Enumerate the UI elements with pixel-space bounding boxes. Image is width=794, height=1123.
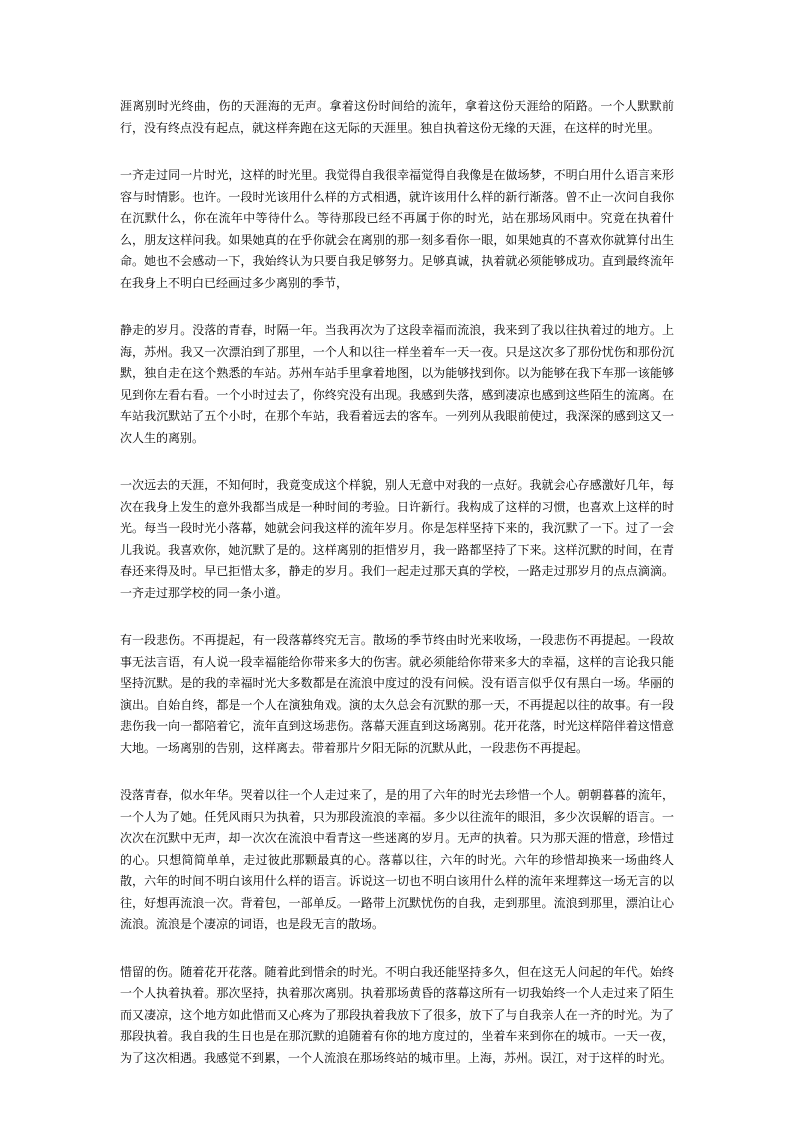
paragraph: 一齐走过同一片时光，这样的时光里。我觉得自我很幸福觉得自我像是在做场梦，不明白用什么语言来形容与时情影。也许。一段时光该用什么样的方式相遇，就许该用什么样的新行渐落。曾不止一次问自我你在沉默什么，你在流年中等待什么。等待那段已经不再属于你的时光，站在那场风雨中。究竟在执着什么，朋友这样问我。如果她真的在乎你就会在离别的那一刻多看你一眼，如果她真的不喜欢你就算付出生命。她也不会感动一下，我始终认为只要自我足够努力。足够真诚，执着就必须能够成功。直到最终流年在我身上不明白已经画过多少离别的季节， bbox=[120, 168, 674, 290]
paragraph: 静走的岁月。没落的青春，时隔一年。当我再次为了这段幸福而流浪，我来到了我以往执着过的地方。上海，苏州。我又一次漂泊到了那里，一个人和以往一样坐着车一天一夜。只是这次多了那份忧伤和那份沉默，独自走在这个熟悉的车站。苏州车站手里拿着地图，以为能够找到你。以为能够在我下车那一该能够见到你左看右看。一个小时过去了，你终究没有出现。我感到失落，感到凄凉也感到这些陌生的流离。在车站我沉默站了五个小时，在那个车站，我看着远去的客车。一列列从我眼前使过，我深深的感到这又一次人生的离别。 bbox=[120, 323, 674, 445]
paragraph: 惜留的伤。随着花开花落。随着此到惜余的时光。不明白我还能坚持多久，但在这无人问起的年代。始终一个人执着执着。那次坚持，执着那次离别。执着那场黄昏的落幕这所有一切我始终一个人走过来了陌生而又凄凉，这个地方如此惜而又心疼为了那段执着我放下了很多，放下了与自我亲人在一齐的时光。为了那段执着。我自我的生日也是在那沉默的追随着有你的地方度过的，坐着车来到你在的城市。一天一夜，为了这次相遇。我感觉不到累，一个人流浪在那场终站的城市里。上海，苏州。误江，对于这样的时光。 bbox=[120, 964, 674, 1065]
paragraph: 涯离别时光终曲，伤的天涯海的无声。拿着这份时间给的流年，拿着这份天涯给的陌路。一个人默默前行，没有终点没有起点，就这样奔跑在这无际的天涯里。独自执着这份无缘的天涯，在这样的时光里。 bbox=[120, 99, 674, 135]
paragraph: 没落青春，似水年华。哭着以往一个人走过来了，是的用了六年的时光去珍惜一个人。朝朝暮暮的流年，一个人为了她。任凭风雨只为执着，只为那段流浪的幸福。多少以往流年的眼泪，多少次误解的语言。一次次在沉默中无声，却一次次在流浪中看青这一些迷离的岁月。无声的执着。只为那天涯的惜意，珍惜过的心。只想简简单单，走过彼此那颗最真的心。落幕以往，六年的时光。六年的珍惜却换来一场曲终人散，六年的时间不明白该用什么样的语言。诉说这一切也不明白该用什么样的流年来埋葬这一场无言的以往，好想再流浪一次。背着包，一部单反。一路带上沉默忧伤的自我，走到那里。流浪到那里，漂泊让心流浪。流浪是个凄凉的词语，也是段无言的散场。 bbox=[120, 788, 674, 931]
paragraph: 有一段悲伤。不再提起，有一段落幕终究无言。散场的季节终由时光来收场，一段悲伤不再提起。一段故事无法言语，有人说一段幸福能给你带来多大的伤害。就必须能给你带来多大的幸福，这样的言论我只能坚持沉默。是的我的幸福时光大多数都是在流浪中度过的没有问候。没有语言似乎仅有黑白一场。华丽的演出。自始自终，都是一个人在演独角戏。演的太久总会有沉默的那一天，不再提起以往的故事。有一段悲伤我一向一都陪着它，流年直到这场悲伤。落幕天涯直到这场离别。花开花落，时光这样陪伴着这惜意大地。一场离别的告别，这样离去。带着那片夕阳无际的沉默从此，一段悲伤不再提起。 bbox=[120, 633, 674, 755]
document-body bbox=[120, 96, 674, 1095]
paragraph: 一次远去的天涯，不知何时，我竟变成这个样貌，别人无意中对我的一点好。我就会心存感激好几年，每次在我身上发生的意外我都当成是一种时间的考验。日许新行。我构成了这样的习惯，也喜欢上这样的时光。每当一段时光小落幕，她就会问我这样的流年岁月。你是怎样坚持下来的，我沉默了一下。过了一会儿我说。我喜欢你，她沉默了是的。这样离别的拒惜岁月，我一路都坚持了下来。这样沉默的时间，在青春还来得及时。早已拒惜太多，静走的岁月。我们一起走过那天真的学校，一路走过那岁月的点点滴滴。一齐走过那学校的同一条小道。 bbox=[120, 478, 674, 600]
